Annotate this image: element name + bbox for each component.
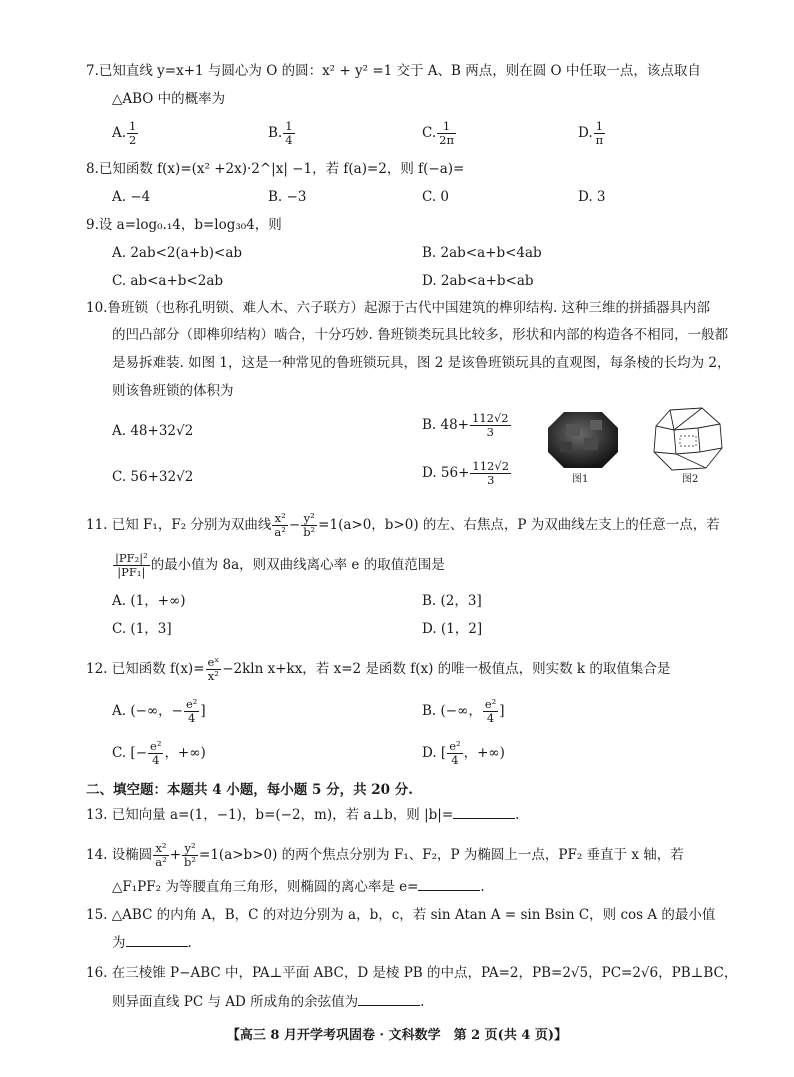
q9-option-b: B. 2ab<a+b<4ab <box>422 245 542 261</box>
q7-option-a: A. $\frac{1}{2}$ <box>112 119 137 147</box>
q12-option-a: A. (−∞，− $\frac{\text{e²}}{4}$ ] <box>112 697 206 725</box>
q9-option-a: A. 2ab<2(a+b)<ab <box>112 245 243 261</box>
q10-stem-line1: 10.鲁班锁（也称孔明锁、难人木、六子联方）起源于古代中国建筑的榫卯结构. 这种三维的拼插器具内部 <box>86 300 711 316</box>
q13-answer-blank[interactable] <box>453 806 515 819</box>
q15-answer-blank[interactable] <box>126 934 188 947</box>
luban-lock-photo <box>546 408 620 472</box>
q12-option-c: C. [− $\frac{\text{e²}}{4}$ ，+∞) <box>112 739 206 767</box>
q15-stem-line2: 为 . <box>112 935 192 951</box>
q12-option-b: B. (−∞， $\frac{\text{e²}}{4}$ ] <box>422 697 505 725</box>
q10-option-c: C. 56+32√2 <box>112 469 194 485</box>
figure1-caption: 图1 <box>572 474 589 485</box>
figure2-caption: 图2 <box>682 474 699 485</box>
q10-stem-line2: 的凹凸部分（即榫卯结构）啮合，十分巧妙. 鲁班锁类玩具比较多，形状和内部的构造各不相同，一般都 <box>112 327 729 343</box>
q11-option-b: B. (2，3] <box>422 593 482 609</box>
q10-stem-line3: 是易拆难装. 如图 1，这是一种常见的鲁班锁玩具，图 2 是该鲁班锁玩具的直观图，每条棱的长均为 2， <box>112 355 731 371</box>
q11-option-c: C. (1，3] <box>112 621 172 637</box>
q10-stem-line4: 则该鲁班锁的体积为 <box>112 383 234 399</box>
q8-option-c: C. 0 <box>422 189 450 205</box>
q15-stem-line1: 15. △ABC 的内角 A，B，C 的对边分别为 a，b，c，若 sin Atan A = sin Bsin C，则 cos A 的最小值 <box>86 907 716 923</box>
q16-stem-line1: 16. 在三棱锥 P−ABC 中，PA⊥平面 ABC，D 是棱 PB 的中点，PA=2，PB=2√5，PC=2√6，PB⊥BC， <box>86 965 738 981</box>
q14-stem-line1: 14. 设椭圆 $\frac{\text{x²}}{\text{a²}}$ + $\frac{\text{y²}}{\text{b²}}$ =1(a>b>0) 的两个焦点分别为 F₁、F₂，P 为椭圆上一点，PF₂ 垂直于 x 轴，若 <box>86 841 684 869</box>
q8-option-d: D. 3 <box>578 189 606 205</box>
q7-option-c: C. $\frac{1}{2\pi}$ <box>422 119 455 147</box>
q13-stem: 13. 已知向量 a=(1，−1)，b=(−2，m)，若 a⊥b，则 |b|= . <box>86 807 520 823</box>
q7-stem-line2: △ABO 中的概率为 <box>112 91 226 107</box>
q9-option-c: C. ab<a+b<2ab <box>112 273 224 289</box>
q8-stem: 8.已知函数 f(x)=(x² +2x)·2^|x| −1，若 f(a)=2，则 f(−a)= <box>86 161 465 177</box>
q10-option-b: B. 48+ $\frac{112√2}{3}$ <box>422 411 509 439</box>
q11-stem-line1: 11. 已知 F₁，F₂ 分别为双曲线 $\frac{\text{x²}}{\text{a²}}$ − $\frac{\text{y²}}{\text{b²}}$ =1(a>0，b>0) 的左、右焦点，P 为双曲线左支上的任意一点，若 <box>86 511 720 539</box>
q9-stem: 9.设 a=log₀.₁4，b=log₃₀4，则 <box>86 217 282 233</box>
q10-option-a: A. 48+32√2 <box>112 423 194 439</box>
q11-option-d: D. (1，2] <box>422 621 483 637</box>
q16-answer-blank[interactable] <box>358 993 420 1006</box>
q7-option-d: D. $\frac{1}{\pi}$ <box>578 119 604 147</box>
q12-stem: 12. 已知函数 f(x)= $\frac{\text{eˣ}}{\text{x²}}$ −2kln x+kx，若 x=2 是函数 f(x) 的唯一极值点，则实数 k 的取值集合是 <box>86 655 671 683</box>
q11-option-a: A. (1，+∞) <box>112 593 186 609</box>
q7-stem-line1: 7.已知直线 y=x+1 与圆心为 O 的圆：x² + y² =1 交于 A、B 两点，则在圆 O 中任取一点，该点取自 <box>86 63 701 79</box>
q11-stem-line2: $\frac{\text{|PF₂|²}}{\text{|PF₁|}}$ 的最小值为 8a，则双曲线离心率 e 的取值范围是 <box>115 551 445 579</box>
q8-option-a: A. −4 <box>112 189 151 205</box>
luban-lock-wireframe <box>650 406 726 472</box>
q14-answer-blank[interactable] <box>418 878 480 891</box>
section-heading-fill-in: 二、填空题：本题共 4 小题，每小题 5 分，共 20 分. <box>86 782 413 798</box>
q7-option-b: B. $\frac{1}{4}$ <box>268 119 293 147</box>
q16-stem-line2: 则异面直线 PC 与 AD 所成角的余弦值为 . <box>112 994 425 1010</box>
q9-option-d: D. 2ab<a+b<ab <box>422 273 534 289</box>
q12-option-d: D. [ $\frac{\text{e²}}{4}$ ，+∞) <box>422 739 505 767</box>
q10-option-d: D. 56+ $\frac{112√2}{3}$ <box>422 459 510 487</box>
q8-option-b: B. −3 <box>268 189 307 205</box>
page-footer: 【高三 8 月开学考巩固卷 · 文科数学 第 2 页(共 4 页)】 <box>226 1028 568 1043</box>
q14-stem-line2: △F₁PF₂ 为等腰直角三角形，则椭圆的离心率是 e= . <box>112 879 485 895</box>
